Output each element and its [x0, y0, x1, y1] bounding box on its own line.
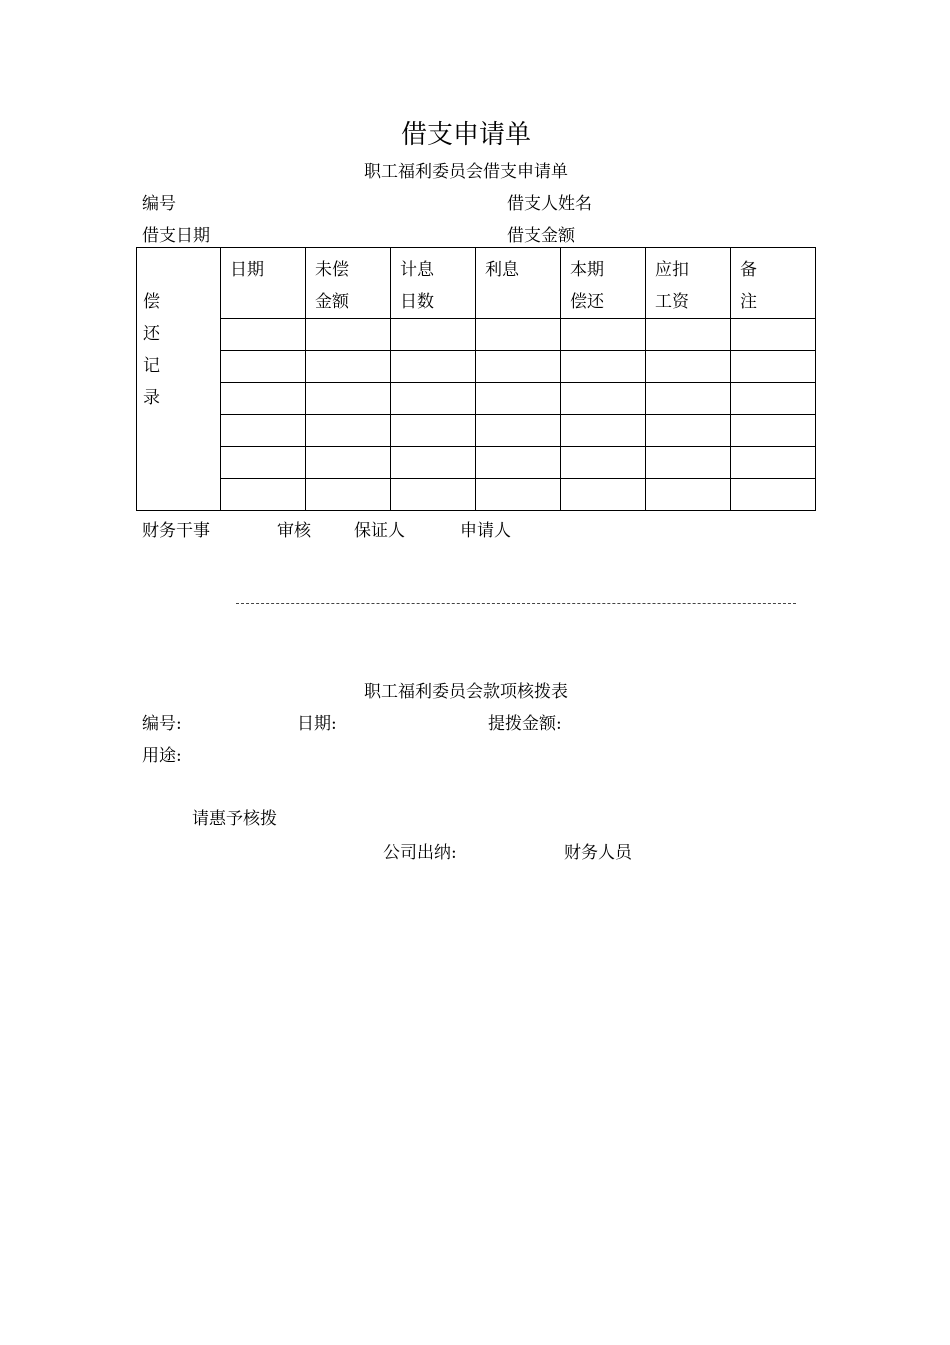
- header-text: 未偿: [315, 260, 349, 280]
- table-cell: [561, 351, 646, 383]
- repayment-record-table: [136, 247, 816, 511]
- page-title: 借支申请单: [400, 120, 531, 150]
- table-cell: [646, 319, 731, 351]
- table-cell: [646, 351, 731, 383]
- table-cell: [476, 415, 561, 447]
- table-row: [137, 447, 816, 479]
- header-interest: [476, 248, 561, 319]
- table-cell: [646, 383, 731, 415]
- table-cell: [731, 383, 816, 415]
- table-cell: [306, 415, 391, 447]
- field-borrow-date-label: 借支日期: [142, 226, 210, 246]
- header-text: 日数: [400, 292, 434, 312]
- signature-guarantor: 保证人: [354, 521, 405, 541]
- field-borrower-name-label: 借支人姓名: [507, 194, 592, 214]
- table-cell: [646, 479, 731, 511]
- header-text: 计息: [400, 260, 434, 280]
- header-outstanding-amount: [306, 248, 391, 319]
- field-borrow-amount-label: 借支金额: [507, 226, 575, 246]
- header-text: 备: [740, 260, 757, 280]
- table-cell: [221, 415, 306, 447]
- form2-request-text: 请惠予核拨: [192, 809, 277, 829]
- repayment-record-side-label: [137, 248, 221, 511]
- form2-amount-label: 提拨金额:: [488, 714, 562, 734]
- header-salary-deduction: [646, 248, 731, 319]
- header-text: 偿还: [570, 292, 604, 312]
- side-label-char: 录: [143, 388, 160, 408]
- header-text: 利息: [485, 260, 519, 280]
- header-current-repayment: [561, 248, 646, 319]
- table-row: [137, 479, 816, 511]
- header-text: 注: [740, 292, 757, 312]
- signature-finance-officer: 财务干事: [142, 521, 210, 541]
- table-cell: [476, 447, 561, 479]
- header-text: 本期: [570, 260, 604, 280]
- table-cell: [391, 447, 476, 479]
- header-remarks: [731, 248, 816, 319]
- header-interest-days: [391, 248, 476, 319]
- form2-title: 职工福利委员会款项核拨表: [364, 682, 568, 702]
- table-cell: [731, 479, 816, 511]
- table-cell: [731, 447, 816, 479]
- signature-applicant: 申请人: [460, 521, 511, 541]
- table-cell: [561, 415, 646, 447]
- header-text: 工资: [655, 292, 689, 312]
- table-cell: [306, 383, 391, 415]
- table-cell: [391, 479, 476, 511]
- table-cell: [221, 383, 306, 415]
- table-cell: [391, 351, 476, 383]
- table-cell: [306, 351, 391, 383]
- table-cell: [731, 351, 816, 383]
- field-number-label: 编号: [142, 194, 176, 214]
- table-cell: [306, 319, 391, 351]
- table-cell: [391, 319, 476, 351]
- table-cell: [476, 383, 561, 415]
- table-row: [137, 319, 816, 351]
- form2-date-label: 日期:: [297, 714, 337, 734]
- table-cell: [561, 479, 646, 511]
- table-cell: [731, 319, 816, 351]
- form2-number-label: 编号:: [142, 714, 182, 734]
- header-text: 金额: [315, 292, 349, 312]
- table-cell: [391, 383, 476, 415]
- signature-review: 审核: [277, 521, 311, 541]
- form2-purpose-label: 用途:: [142, 746, 182, 766]
- table-cell: [306, 479, 391, 511]
- table-cell: [221, 479, 306, 511]
- table-cell: [561, 319, 646, 351]
- table-cell: [561, 383, 646, 415]
- table-cell: [476, 319, 561, 351]
- cut-line-divider: [236, 603, 796, 604]
- table-row: [137, 351, 816, 383]
- table-cell: [221, 351, 306, 383]
- header-date: [221, 248, 306, 319]
- table-cell: [391, 415, 476, 447]
- table-cell: [476, 479, 561, 511]
- table-cell: [646, 447, 731, 479]
- side-label-char: 还: [143, 324, 160, 344]
- table-cell: [221, 319, 306, 351]
- table-row: [137, 415, 816, 447]
- form1-subtitle: 职工福利委员会借支申请单: [364, 162, 568, 182]
- table-row: [137, 383, 816, 415]
- form2-cashier-label: 公司出纳:: [383, 843, 457, 863]
- side-label-char: 记: [143, 356, 160, 376]
- form2-finance-staff-label: 财务人员: [564, 843, 632, 863]
- table-cell: [476, 351, 561, 383]
- header-text: 应扣: [655, 260, 689, 280]
- table-cell: [221, 447, 306, 479]
- table-cell: [561, 447, 646, 479]
- side-label-char: 偿: [143, 292, 160, 312]
- header-text: 日期: [230, 260, 264, 280]
- table-cell: [731, 415, 816, 447]
- table-cell: [646, 415, 731, 447]
- table-cell: [306, 447, 391, 479]
